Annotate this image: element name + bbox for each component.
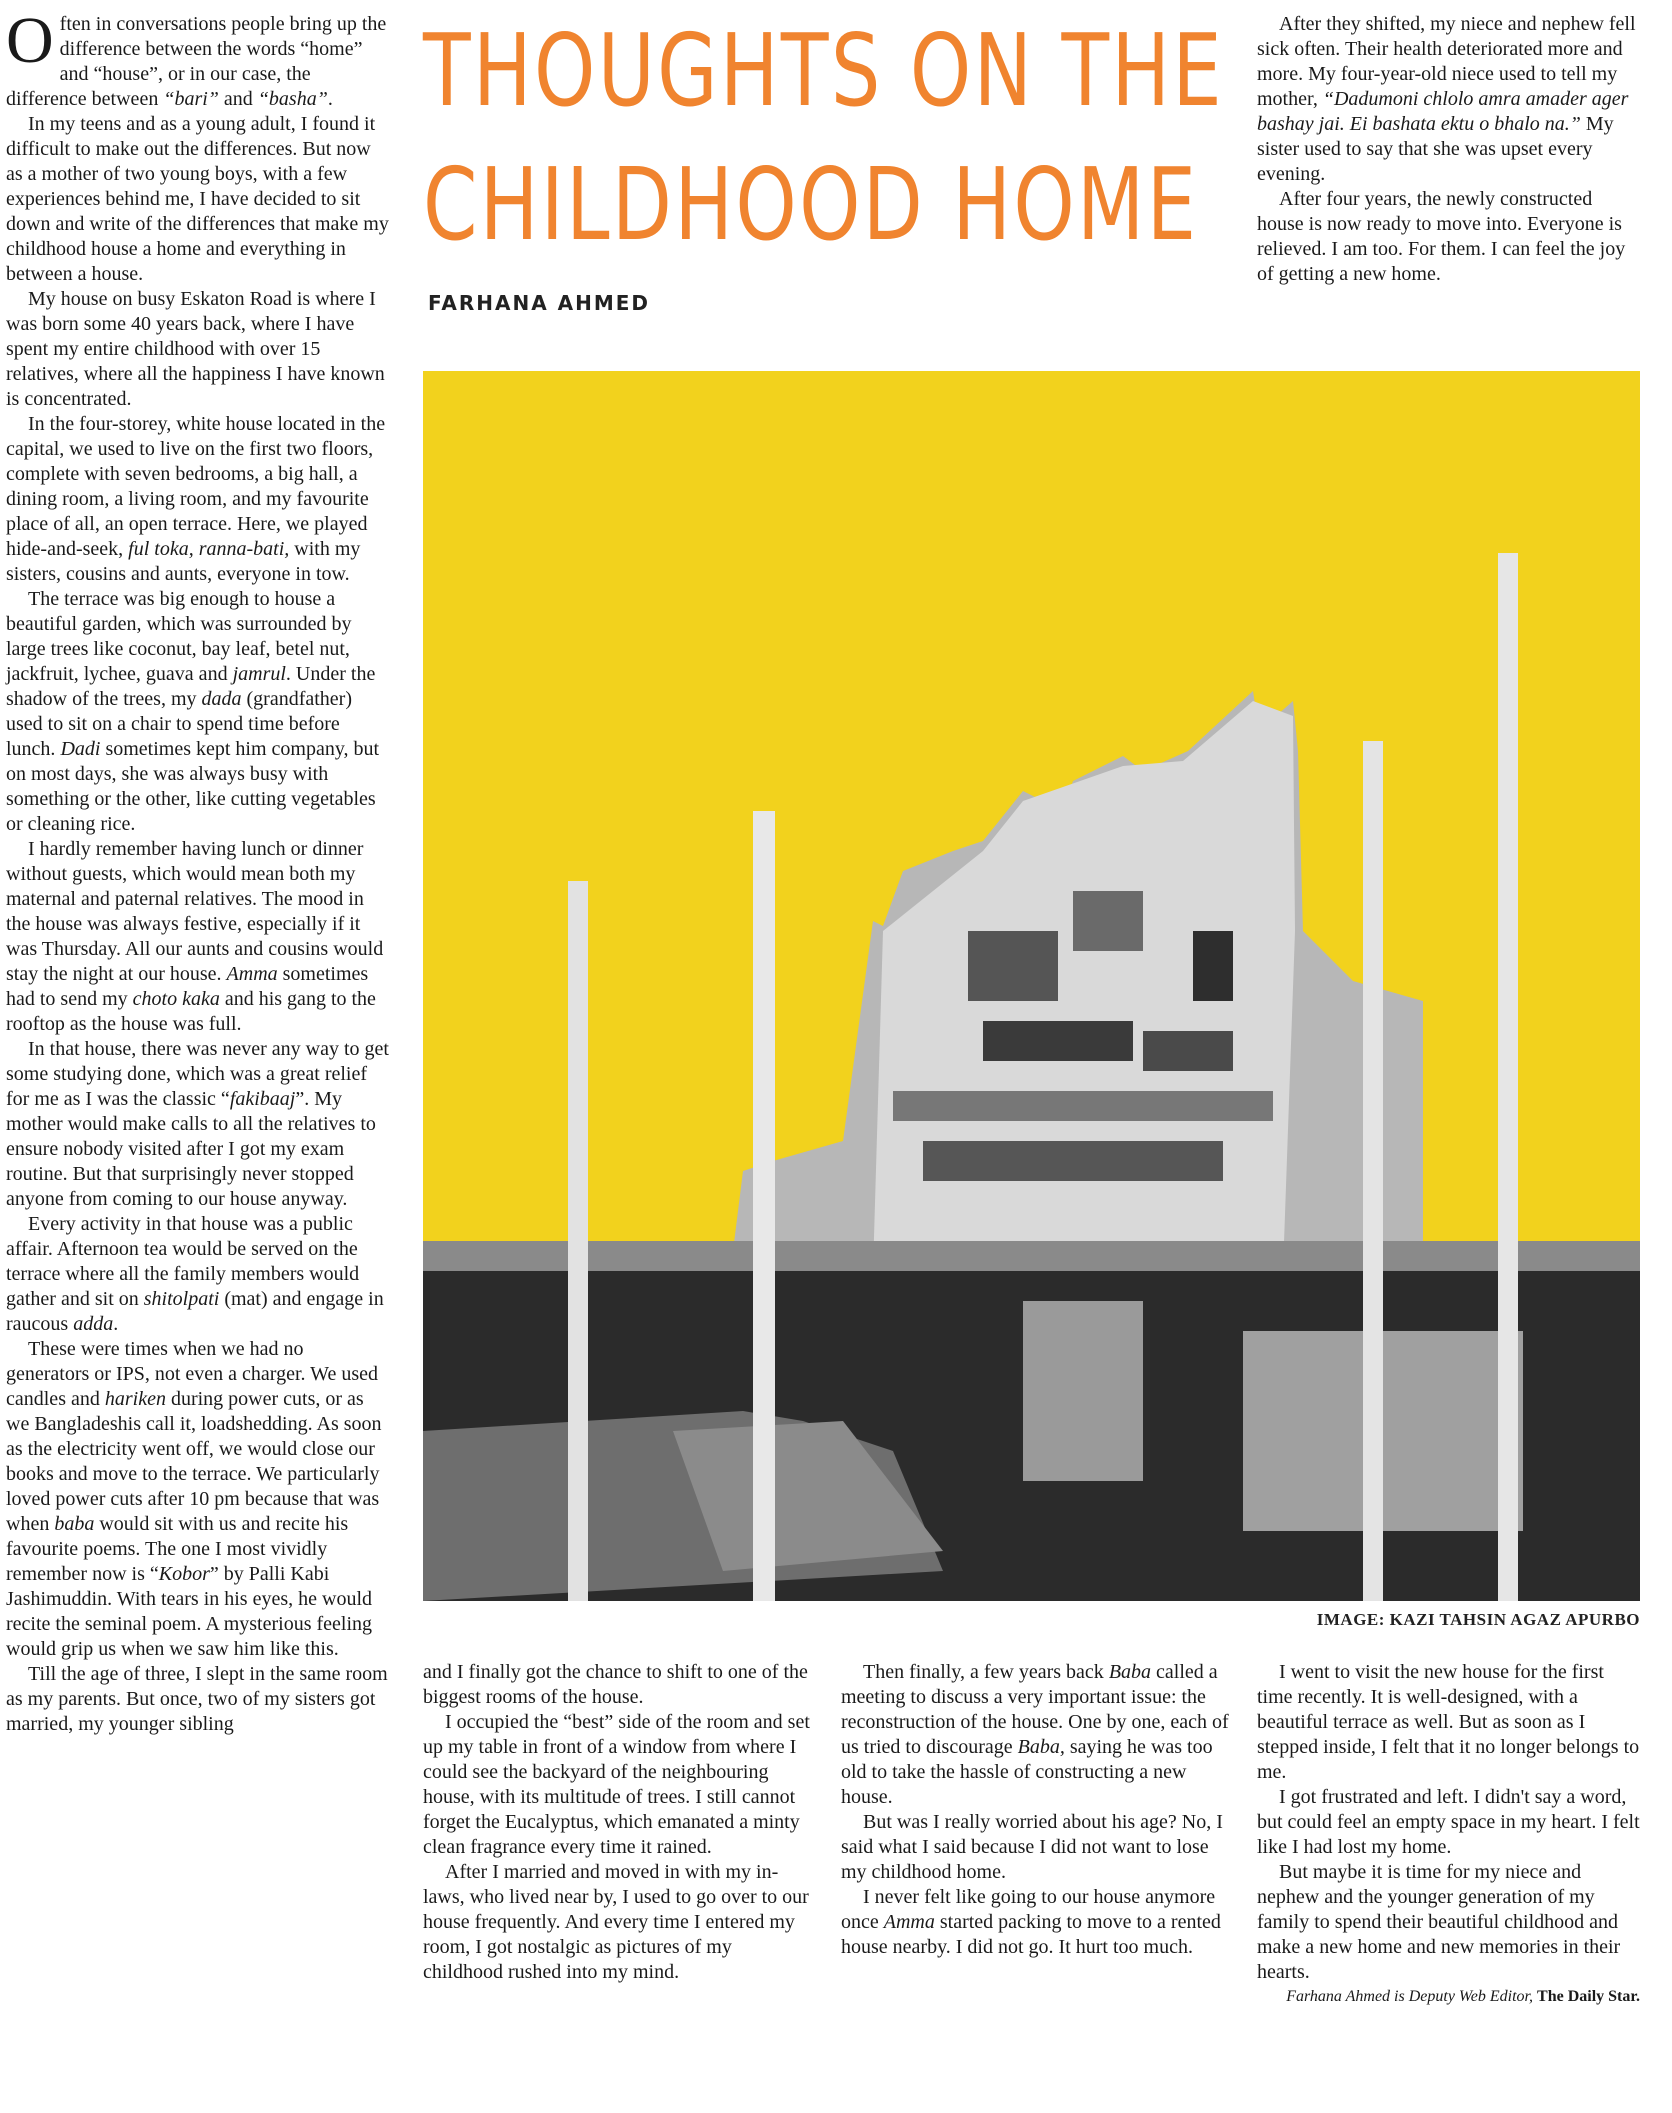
paragraph: The terrace was big enough to house a beautiful garden, which was surrounded by large trees like coconut, bay leaf, betel nut, jackfruit, lychee, guava and jamrul. Under the shadow of the trees, my dada (grandfather) used to sit on a chair to spend time before lunch. Dadi sometimes kept him company, but on most days, she was always busy with something or the other, like cutting vegetables or cleaning rice. (6, 588, 380, 835)
headline (423, 4, 1225, 272)
collapsed-house-illustration (423, 371, 1640, 1601)
drop-cap: O (6, 4, 54, 77)
paragraph: After four years, the newly constructed house is now ready to move into. Everyone is relieved. I am too. For them. I can feel the joy of getting a new home. (1257, 188, 1626, 285)
column-right-top (1257, 12, 1641, 287)
paragraph: Often in conversations people bring up the difference between the words “home” and “house”, or in our case, the difference between “bari” and “basha”. (6, 4, 387, 110)
illustration (423, 371, 1640, 1601)
paragraph: I never felt like going to our house anymore once Amma started packing to move to a rented house nearby. I did not go. It hurt too much. (841, 1886, 1221, 1958)
paragraph: In my teens and as a young adult, I found it difficult to make out the differences. But now as a mother of two young boys, with a few experiences behind me, I have decided to sit down and write of the differences that make my childhood house a home and everything in between a house. (6, 113, 389, 285)
column-bottom-2 (841, 1660, 1229, 1960)
paragraph: I hardly remember having lunch or dinner without guests, which would mean both my maternal and paternal relatives. The mood in the house was always festive, especially if it was Thursday. All our aunts and cousins would stay the night at our house. Amma sometimes had to send my choto kaka and his gang to the rooftop as the house was full. (6, 838, 384, 1035)
paragraph: Till the age of three, I slept in the same room as my parents. But once, two of my sisters got married, my younger sibling (6, 1663, 388, 1735)
paragraph: These were times when we had no generators or IPS, not even a charger. We used candles and hariken during power cuts, or as we Bangladeshis call it, loadshedding. As soon as the electricity went off, we would close our books and move to the terrace. We particularly loved power cuts after 10 pm because that was when baba would sit with us and recite his favourite poems. The one I most vividly remember now is “Kobor” by Palli Kabi Jashimuddin. With tears in his eyes, he would recite the seminal poem. A mysterious feeling would grip us when we saw him like this. (6, 1338, 382, 1660)
paragraph: But maybe it is time for my niece and nephew and the younger generation of my family to spend their beautiful childhood and make a new home and new memories in their hearts. (1257, 1861, 1621, 1983)
paragraph: In that house, there was never any way to get some studying done, which was a great relief for me as I was the classic “fakibaaj”. My mother would make calls to all the relatives to ensure nobody visited after I got my exam routine. But that surprisingly never stopped anyone from coming to our house anyway. (6, 1038, 389, 1210)
paragraph: After I married and moved in with my in-laws, who lived near by, I used to go over to our house frequently. And every time I entered my room, I got nostalgic as pictures of my childhood rushed into my mind. (423, 1861, 809, 1983)
paragraph: I got frustrated and left. I didn't say a word, but could feel an empty space in my heart. I felt like I had lost my home. (1257, 1786, 1640, 1858)
headline-line-2: CHILDHOOD HOME (423, 146, 1199, 263)
paragraph: After they shifted, my niece and nephew fell sick often. Their health deteriorated more and more. My four-year-old niece used to tell my mother, “Dadumoni chlolo amra amader ager bashay jai. Ei bashata ektu o bhalo na.” My sister used to say that she was upset every evening. (1257, 13, 1636, 185)
paragraph: I occupied the “best” side of the room and set up my table in front of a window from where I could see the backyard of the neighbouring house, with its multitude of trees. I still cannot forget the Eucalyptus, which emanated a minty clean fragrance every time it rained. (423, 1711, 810, 1858)
column-bottom-1 (423, 1660, 811, 1985)
image-credit: IMAGE: KAZI TAHSIN AGAZ APURBO (1316, 1610, 1640, 1629)
paragraph: But was I really worried about his age? No, I said what I said because I did not want to lose my childhood home. (841, 1811, 1223, 1883)
paragraph: My house on busy Eskaton Road is where I was born some 40 years back, where I have spent my entire childhood with over 15 relatives, where all the happiness I have known is concentrated. (6, 288, 385, 410)
paragraph: Then finally, a few years back Baba called a meeting to discuss a very important issue: the reconstruction of the house. One by one, each of us tried to discourage Baba, saying he was too old to take the hassle of constructing a new house. (841, 1661, 1229, 1808)
paragraph: Every activity in that house was a public affair. Afternoon tea would be served on the terrace where all the family members would gather and sit on shitolpati (mat) and engage in raucous adda. (6, 1213, 384, 1335)
column-left (6, 4, 389, 1737)
author-note: Farhana Ahmed is Deputy Web Editor, The Daily Star. (1286, 1988, 1640, 2005)
paragraph: and I finally got the chance to shift to one of the biggest rooms of the house. (423, 1661, 808, 1708)
column-bottom-3 (1257, 1660, 1641, 1985)
paragraph: In the four-storey, white house located in the capital, we used to live on the first two floors, complete with seven bedrooms, a big hall, a dining room, a living room, and my favourite place of all, an open terrace. Here, we played hide-and-seek, ful toka, ranna-bati, with my sisters, cousins and aunts, everyone in tow. (6, 413, 386, 585)
byline: FARHANA AHMED (428, 291, 651, 315)
paragraph: I went to visit the new house for the first time recently. It is well-designed, with a beautiful terrace as well. But as soon as I stepped inside, I felt that it no longer belongs to me. (1257, 1661, 1640, 1783)
headline-line-1: THOUGHTS ON THE (423, 12, 1225, 129)
